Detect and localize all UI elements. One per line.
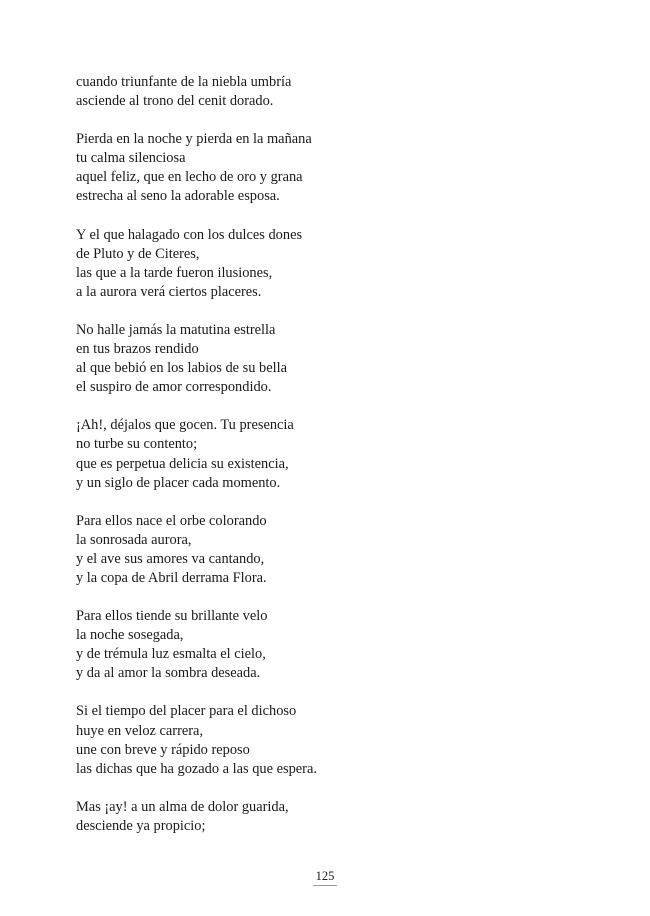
stanza-5 bbox=[76, 416, 596, 492]
verse-line: las que a la tarde fueron ilusiones, bbox=[76, 264, 273, 281]
stanza-7 bbox=[76, 607, 596, 683]
verse-line: Para ellos nace el orbe colorando bbox=[76, 512, 267, 529]
verse-line: a la aurora verá ciertos placeres. bbox=[76, 283, 262, 300]
verse-line: huye en veloz carrera, bbox=[76, 722, 204, 739]
verse-line: y de trémula luz esmalta el cielo, bbox=[76, 646, 266, 663]
verse-line: une con breve y rápido reposo bbox=[76, 741, 250, 758]
page-number-label: 125 bbox=[313, 868, 338, 886]
verse-line: aquel feliz, que en lecho de oro y grana bbox=[76, 169, 303, 186]
verse-line: que es perpetua delicia su existencia, bbox=[76, 455, 289, 472]
verse-line: al que bebió en los labios de su bella bbox=[76, 360, 288, 377]
stanza-8 bbox=[76, 702, 596, 778]
page-number bbox=[0, 868, 650, 886]
verse-line: de Pluto y de Citeres, bbox=[76, 245, 200, 262]
verse-line: No halle jamás la matutina estrella bbox=[76, 321, 276, 338]
stanza-1 bbox=[76, 73, 596, 111]
verse-line: y un siglo de placer cada momento. bbox=[76, 474, 281, 491]
verse-line: Y el que halagado con los dulces dones bbox=[76, 226, 303, 243]
verse-line: la sonrosada aurora, bbox=[76, 531, 192, 548]
verse-line: Pierda en la noche y pierda en la mañana bbox=[76, 131, 312, 148]
verse-line: tu calma silenciosa bbox=[76, 150, 186, 167]
verse-line: no turbe su contento; bbox=[76, 436, 198, 453]
stanza-3 bbox=[76, 226, 596, 302]
verse-line: Mas ¡ay! a un alma de dolor guarida, bbox=[76, 798, 289, 815]
verse-line: asciende al trono del cenit dorado. bbox=[76, 93, 274, 110]
verse-line: estrecha al seno la adorable esposa. bbox=[76, 188, 280, 205]
verse-line: y el ave sus amores va cantando, bbox=[76, 550, 265, 567]
verse-line: y da al amor la sombra deseada. bbox=[76, 665, 261, 682]
stanza-6 bbox=[76, 512, 596, 588]
verse-line: cuando triunfante de la niebla umbría bbox=[76, 74, 292, 90]
verse-line: Si el tiempo del placer para el dichoso bbox=[76, 703, 297, 720]
verse-line: la noche sosegada, bbox=[76, 627, 184, 644]
poem-text bbox=[76, 73, 596, 855]
verse-line: y la copa de Abril derrama Flora. bbox=[76, 569, 267, 586]
verse-line: el suspiro de amor correspondido. bbox=[76, 379, 272, 396]
verse-line: las dichas que ha gozado a las que espera. bbox=[76, 760, 317, 777]
stanza-2 bbox=[76, 130, 596, 206]
verse-line: desciende ya propicio; bbox=[76, 817, 206, 834]
verse-line: en tus brazos rendido bbox=[76, 341, 199, 358]
stanza-9 bbox=[76, 798, 596, 836]
verse-line: Para ellos tiende su brillante velo bbox=[76, 608, 268, 625]
stanza-4 bbox=[76, 321, 596, 397]
verse-line: ¡Ah!, déjalos que gocen. Tu presencia bbox=[76, 417, 294, 434]
